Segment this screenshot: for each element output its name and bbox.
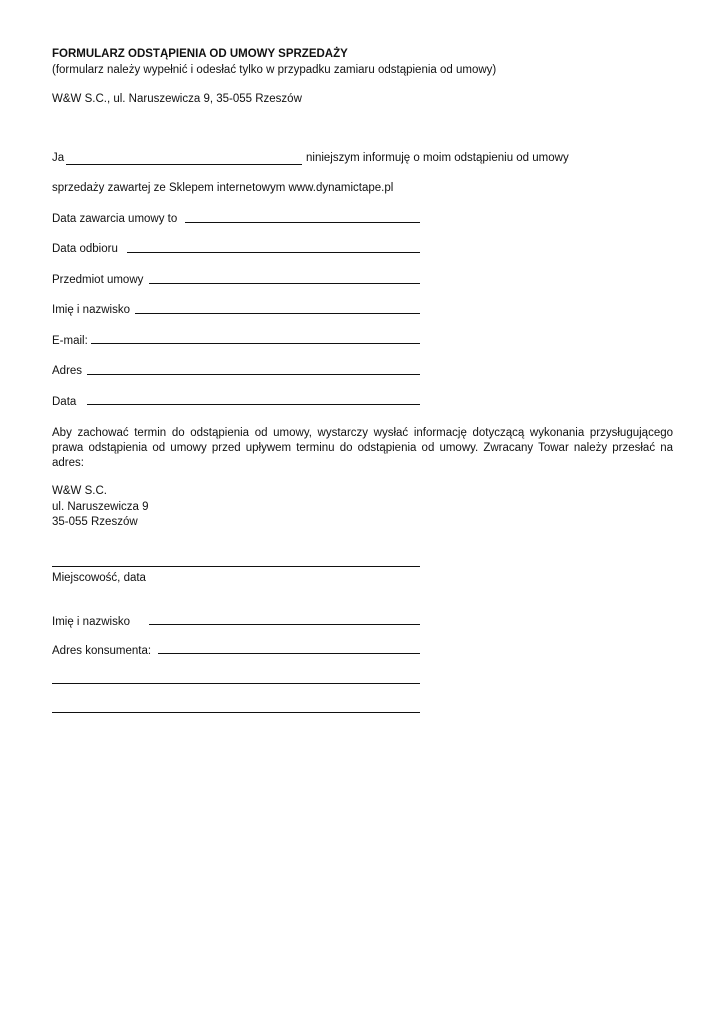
name-blank-line[interactable]: [66, 164, 302, 165]
place-date-line[interactable]: [52, 566, 420, 567]
signature-name: [52, 616, 420, 632]
field-date: [52, 396, 420, 412]
field-label: Adres konsumenta:: [52, 645, 152, 657]
field-contract-date: [52, 213, 420, 229]
field-label: Data odbioru: [52, 243, 118, 255]
date-line[interactable]: [87, 404, 420, 405]
signature-name-line[interactable]: [149, 624, 420, 625]
name-line[interactable]: [135, 313, 420, 314]
field-label: Data: [52, 396, 77, 408]
consumer-address-line-2[interactable]: [52, 683, 420, 684]
return-address: [52, 484, 149, 531]
consumer-address-line-3[interactable]: [52, 712, 420, 713]
company-line: W&W S.C., ul. Naruszewicza 9, 35-055 Rzeszów: [52, 93, 302, 105]
address-line[interactable]: [87, 374, 420, 375]
field-address: [52, 365, 420, 381]
field-label: E-mail:: [52, 335, 88, 347]
field-label: Imię i nazwisko: [52, 616, 130, 628]
field-label: Przedmiot umowy: [52, 274, 144, 286]
field-email: [52, 335, 420, 351]
return-address-line1: W&W S.C.: [52, 485, 107, 497]
statement-suffix: niniejszym informuję o moim odstąpieniu od umowy: [306, 152, 569, 164]
email-line[interactable]: [91, 343, 420, 344]
field-label: Imię i nazwisko: [52, 304, 130, 316]
statement-row: [52, 152, 612, 168]
contract-date-line[interactable]: [185, 222, 420, 223]
field-label: Data zawarcia umowy to: [52, 213, 178, 225]
statement-prefix: Ja: [52, 152, 65, 164]
return-address-line3: 35-055 Rzeszów: [52, 516, 138, 528]
receipt-date-line[interactable]: [127, 252, 420, 253]
instructions-line1: Aby zachować termin do odstąpienia od umowy, wystarczy wysłać informację dotyczącą wykonania przysługującego: [52, 427, 673, 439]
field-label: Adres: [52, 365, 83, 377]
form-subtitle: (formularz należy wypełnić i odesłać tylko w przypadku zamiaru odstąpienia od umowy): [52, 64, 497, 76]
form-title: FORMULARZ ODSTĄPIENIA OD UMOWY SPRZEDAŻY: [52, 48, 348, 60]
statement-line2: sprzedaży zawartej ze Sklepem internetowym www.dynamictape.pl: [52, 182, 394, 194]
field-name: [52, 304, 420, 320]
place-date-label: Miejscowość, data: [52, 572, 146, 584]
field-subject: [52, 274, 420, 290]
consumer-address-line[interactable]: [158, 653, 420, 654]
consumer-address: [52, 645, 420, 661]
instructions: [52, 426, 673, 471]
field-receipt-date: [52, 243, 420, 259]
subject-line[interactable]: [149, 283, 420, 284]
instructions-line2: prawa odstąpienia od umowy przed upływem terminu do odstąpienia od umowy. Zwracany Towar należy przesłać na adres:: [52, 442, 673, 469]
return-address-line2: ul. Naruszewicza 9: [52, 500, 149, 513]
